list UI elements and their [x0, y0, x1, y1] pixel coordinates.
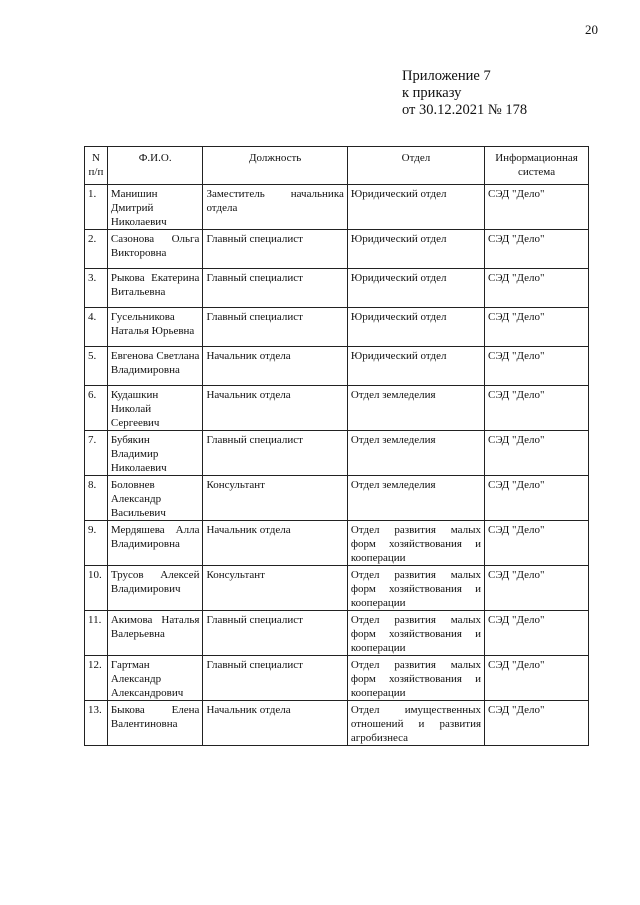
cell-position: Начальник отдела [203, 386, 347, 431]
cell-number: 2. [85, 230, 108, 269]
cell-number: 7. [85, 431, 108, 476]
cell-fio: Кудашкин Николай Сергеевич [107, 386, 203, 431]
header-position: Должность [203, 147, 347, 185]
cell-system: СЭД "Дело" [485, 476, 589, 521]
cell-position: Консультант [203, 476, 347, 521]
table-row [85, 308, 589, 347]
cell-position: Главный специалист [203, 230, 347, 269]
cell-position: Начальник отдела [203, 347, 347, 386]
cell-position: Консультант [203, 566, 347, 611]
table-row [85, 347, 589, 386]
cell-number: 12. [85, 656, 108, 701]
cell-fio: Акимова Наталья Валерьевна [107, 611, 203, 656]
cell-department: Отдел развития малых форм хозяйствования и кооперации [347, 611, 484, 656]
table-header-row [85, 147, 589, 185]
appendix-line-1: Приложение 7 [402, 68, 491, 84]
cell-system: СЭД "Дело" [485, 185, 589, 230]
cell-department: Отдел развития малых форм хозяйствования и кооперации [347, 521, 484, 566]
cell-fio: Гартман Александр Александрович [107, 656, 203, 701]
cell-position: Главный специалист [203, 308, 347, 347]
cell-number: 13. [85, 701, 108, 746]
personnel-table [84, 146, 589, 746]
appendix-line-3: от 30.12.2021 № 178 [402, 102, 528, 118]
table-row [85, 431, 589, 476]
header-number: N п/п [85, 147, 108, 185]
cell-position: Главный специалист [203, 611, 347, 656]
cell-system: СЭД "Дело" [485, 611, 589, 656]
cell-department: Отдел развития малых форм хозяйствования и кооперации [347, 566, 484, 611]
cell-department: Отдел земледелия [347, 386, 484, 431]
cell-number: 9. [85, 521, 108, 566]
cell-system: СЭД "Дело" [485, 521, 589, 566]
cell-department: Отдел развития малых форм хозяйствования и кооперации [347, 656, 484, 701]
cell-fio: Быкова Елена Валентиновна [107, 701, 203, 746]
cell-system: СЭД "Дело" [485, 308, 589, 347]
cell-fio: Рыкова Екатерина Витальевна [107, 269, 203, 308]
cell-fio: Бубякин Владимир Николаевич [107, 431, 203, 476]
page-number: 20 [585, 22, 598, 37]
cell-fio: Боловнев Александр Васильевич [107, 476, 203, 521]
cell-system: СЭД "Дело" [485, 431, 589, 476]
header-department: Отдел [347, 147, 484, 185]
cell-fio: Гусельникова Наталья Юрьевна [107, 308, 203, 347]
table-row [85, 656, 589, 701]
cell-department: Отдел имущественных отношений и развития агробизнеса [347, 701, 484, 746]
cell-system: СЭД "Дело" [485, 701, 589, 746]
cell-department: Юридический отдел [347, 308, 484, 347]
cell-fio: Трусов Алексей Владимирович [107, 566, 203, 611]
cell-number: 11. [85, 611, 108, 656]
cell-position: Главный специалист [203, 656, 347, 701]
cell-department: Юридический отдел [347, 269, 484, 308]
table-row [85, 611, 589, 656]
cell-system: СЭД "Дело" [485, 386, 589, 431]
header-fio: Ф.И.О. [107, 147, 203, 185]
cell-position: Начальник отдела [203, 521, 347, 566]
cell-system: СЭД "Дело" [485, 230, 589, 269]
table-row [85, 269, 589, 308]
cell-department: Юридический отдел [347, 347, 484, 386]
cell-fio: Мердяшева Алла Владимировна [107, 521, 203, 566]
cell-number: 3. [85, 269, 108, 308]
table-row [85, 521, 589, 566]
cell-fio: Манишин Дмитрий Николаевич [107, 185, 203, 230]
cell-position: Заместитель начальника отдела [203, 185, 347, 230]
cell-system: СЭД "Дело" [485, 347, 589, 386]
table-row [85, 230, 589, 269]
cell-position: Начальник отдела [203, 701, 347, 746]
cell-number: 6. [85, 386, 108, 431]
cell-fio: Сазонова Ольга Викторовна [107, 230, 203, 269]
cell-number: 10. [85, 566, 108, 611]
cell-position: Главный специалист [203, 269, 347, 308]
cell-number: 1. [85, 185, 108, 230]
header-system: Информационная система [485, 147, 589, 185]
cell-number: 8. [85, 476, 108, 521]
table-body [85, 185, 589, 746]
cell-position: Главный специалист [203, 431, 347, 476]
cell-number: 4. [85, 308, 108, 347]
table-row [85, 386, 589, 431]
cell-department: Юридический отдел [347, 230, 484, 269]
cell-system: СЭД "Дело" [485, 269, 589, 308]
cell-department: Отдел земледелия [347, 431, 484, 476]
table-row [85, 701, 589, 746]
cell-fio: Евгенова Светлана Владимировна [107, 347, 203, 386]
table-row [85, 476, 589, 521]
cell-number: 5. [85, 347, 108, 386]
appendix-line-2: к приказу [402, 85, 462, 101]
table-row [85, 185, 589, 230]
appendix-reference [402, 68, 527, 119]
cell-system: СЭД "Дело" [485, 656, 589, 701]
cell-department: Юридический отдел [347, 185, 484, 230]
cell-department: Отдел земледелия [347, 476, 484, 521]
cell-system: СЭД "Дело" [485, 566, 589, 611]
table-row [85, 566, 589, 611]
